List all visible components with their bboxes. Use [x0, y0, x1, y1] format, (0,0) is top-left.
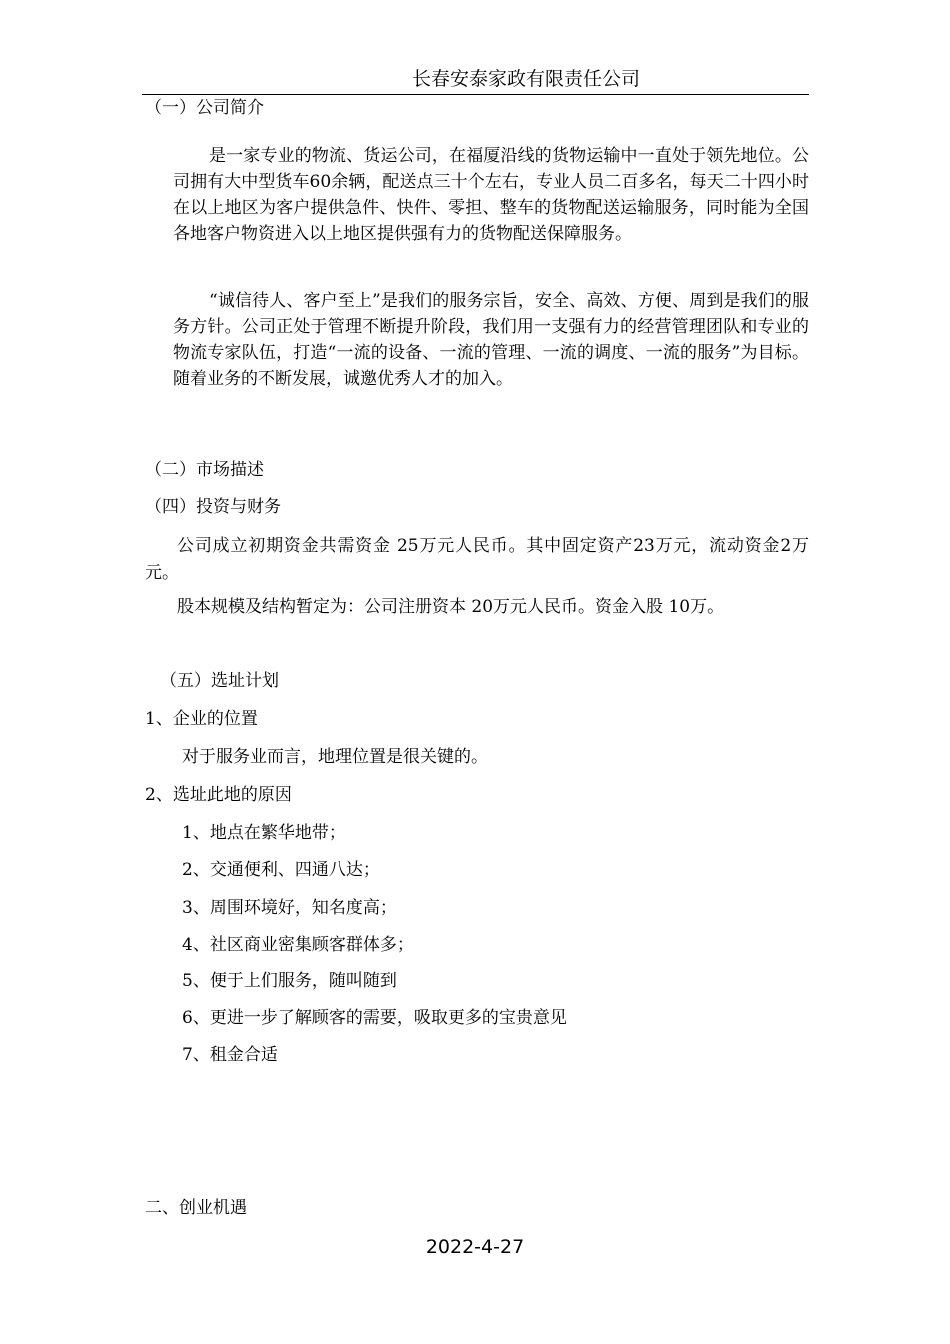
- reason-list-item: 1、地点在繁华地带；: [182, 823, 346, 843]
- section-heading-opportunity: 二、创业机遇: [145, 1198, 247, 1218]
- header-company-name: 长春安泰家政有限责任公司: [412, 68, 641, 90]
- site-item2-heading: 2、选址此地的原因: [145, 785, 292, 805]
- company-intro-paragraph-1: 是一家专业的物流、货运公司，在福厦沿线的货物运输中一直处于领先地位。公司拥有大中型货车60余辆，配送点三十个左右，专业人员二百多名，每天二十四小时在以上地区为客户提供急件、快件、零担、整车的货物配送运输服务，同时能为全国各地客户物资进入以上地区提供强有力的货物配送保障服务。: [173, 146, 809, 244]
- section-heading-finance: （四）投资与财务: [145, 497, 281, 517]
- reason-list-item: 4、社区商业密集顾客群体多；: [182, 935, 414, 955]
- reason-list-item: 2、交通便利、四通八达；: [182, 860, 380, 880]
- finance-paragraph-2: 股本规模及结构暂定为：公司注册资本 20万元人民币。资金入股 10万。: [177, 597, 725, 617]
- reason-list-item: 5、便于上们服务，随叫随到: [182, 971, 397, 991]
- section-heading-market: （二）市场描述: [145, 460, 264, 480]
- reason-list-item: 6、更进一步了解顾客的需要，吸取更多的宝贵意见: [182, 1008, 567, 1028]
- reason-list-item: 3、周围环境好，知名度高；: [182, 898, 397, 918]
- company-intro-paragraph-2: “诚信待人、客户至上”是我们的服务宗旨，安全、高效、方便、周到是我们的服务方针。公司正处于管理不断提升阶段，我们用一支强有力的经营管理团队和专业的物流专家队伍，打造“一流的设备、一流的管理、一流的调度、一流的服务”为目标。随着业务的不断发展，诚邀优秀人才的加入。: [173, 291, 809, 389]
- header-divider: [142, 94, 809, 95]
- site-item1-heading: 1、企业的位置: [145, 709, 258, 729]
- finance-paragraph-1: 公司成立初期资金共需资金 25万元人民币。其中固定资产23万元，流动资金2万元。: [145, 536, 809, 583]
- site-item1-text: 对于服务业而言，地理位置是很关键的。: [182, 747, 488, 767]
- section-heading-company-intro: （一）公司简介: [145, 98, 264, 118]
- reason-list-item: 7、租金合适: [182, 1045, 278, 1065]
- section-heading-site: （五）选址计划: [160, 671, 279, 691]
- footer-date: 2022-4-27: [425, 1236, 525, 1258]
